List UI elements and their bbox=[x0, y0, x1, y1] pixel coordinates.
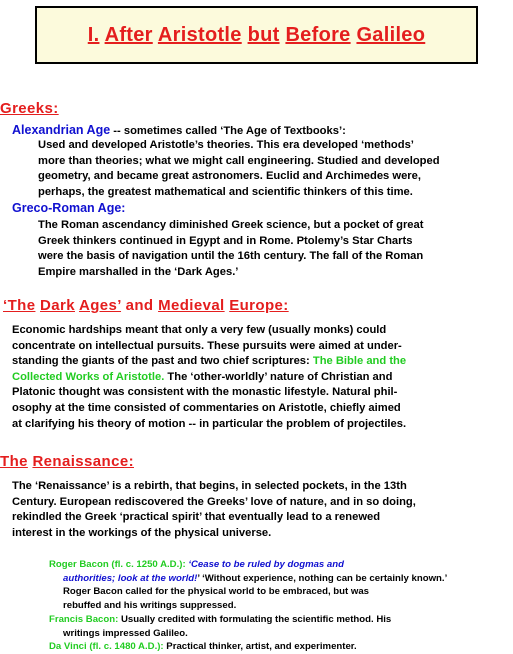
greco-roman-age-heading: Greco-Roman Age: bbox=[12, 201, 126, 215]
title-box bbox=[35, 6, 478, 64]
page-title bbox=[88, 24, 426, 47]
title-word: Galileo bbox=[356, 23, 426, 46]
title-word: Before bbox=[285, 23, 351, 46]
greco-roman-age-text: The Roman ascendancy diminished Greek science, but a pocket of great Greek thinkers continued in Egypt and in Rome. Ptolemy’s Star Charts were the basis of navigation until the 16th century. The fall of the Roman Empire marshalled in the ‘Dark Ages.’ bbox=[38, 219, 424, 278]
roger-bacon-entry: Roger Bacon (fl. c. 1250 A.D.): ‘Cease to be ruled by dogmas and authorities; look at the world!’ ‘Without experience, nothing can be certainly known.’ Roger Bacon called for the physical world to be embraced, but was rebuffed and his writings suppressed. bbox=[49, 559, 448, 611]
alexandrian-age-label: Alexandrian Age bbox=[12, 123, 111, 137]
title-word: but bbox=[247, 23, 280, 46]
dark-ages-text: Economic hardships meant that only a very few (usually monks) could concentrate on intellectual pursuits. These pursuits were aimed at under- standing the giants of the past and two chief scriptures: The Bible and the Collected Works of Aristotle. The ‘other-worldly’ nature of Christian and Platonic thought was consistent with the monastic lifestyle. Natural phil- osophy at the time consisted of commentaries on Aristotle, chiefly aimed at clarifying his theory of motion -- in particular the problem of projectiles. bbox=[12, 324, 407, 430]
greeks-heading: Greeks: bbox=[0, 100, 59, 117]
renaissance-heading: The Renaissance: bbox=[0, 453, 134, 470]
alexandrian-age-text: Used and developed Aristotle’s theories. This era developed ‘methods’ more than theories; what we might call engineering. Studied and developed geometry, and became great astronomers. Euclid and Archimedes were, perhaps, the greatest mathematical and scientific thinkers of this time. bbox=[38, 139, 440, 198]
da-vinci-name: Da Vinci (fl. c. 1480 A.D.): bbox=[49, 641, 164, 652]
francis-bacon-entry: Francis Bacon: Usually credited with formulating the scientific method. His writings impressed Galileo. bbox=[49, 614, 392, 639]
greco-roman-age-label: Greco-Roman Age bbox=[12, 201, 122, 215]
scriptures-highlight: Collected Works of Aristotle. bbox=[12, 370, 165, 383]
scriptures-highlight: The Bible and the bbox=[312, 355, 407, 368]
title-word: Aristotle bbox=[157, 23, 242, 46]
francis-bacon-name: Francis Bacon: bbox=[49, 614, 119, 625]
renaissance-text: The ‘Renaissance’ is a rebirth, that begins, in selected pockets, in the 13th Century. European rediscovered the Greeks’ love of nature, and in so doing, rekindled the Greek ‘practical spirit’ that eventually lead to a renewed interest in the workings of the physical universe. bbox=[12, 480, 416, 539]
da-vinci-entry: Da Vinci (fl. c. 1480 A.D.): Practical thinker, artist, and experimenter. bbox=[49, 641, 357, 652]
roger-bacon-name: Roger Bacon (fl. c. 1250 A.D.): bbox=[49, 559, 186, 570]
alexandrian-age-note: -- sometimes called ‘The Age of Textbooks’: bbox=[110, 125, 346, 137]
title-number: I. bbox=[87, 23, 100, 46]
dark-ages-heading: ‘The Dark Ages’ and Medieval Europe: bbox=[3, 297, 289, 314]
title-word: After bbox=[104, 23, 153, 46]
